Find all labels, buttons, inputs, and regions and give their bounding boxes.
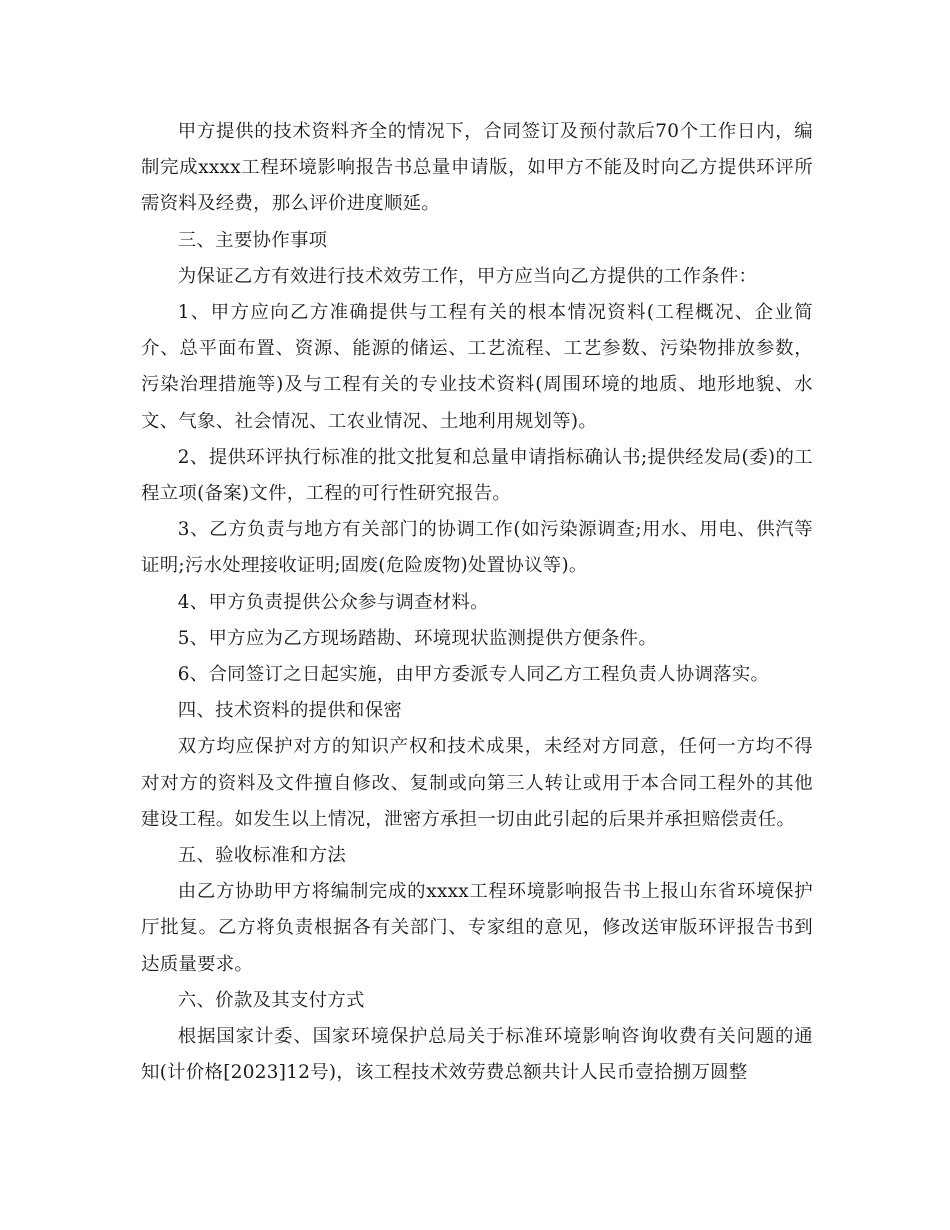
paragraph-schedule: 甲方提供的技术资料齐全的情况下，合同签订及预付款后70个工作日内，编制完成xxxx工程环境影响报告书总量申请版，如甲方不能及时向乙方提供环评所需资料及经费，那么评价进度顺延。 xyxy=(141,121,813,215)
paragraph-confidentiality: 双方均应保护对方的知识产权和技术成果，未经对方同意，任何一方均不得对对方的资料及文件擅自修改、复制或向第三人转让或用于本合同工程外的其他建设工程。如发生以上情况，泄密方承担一切由此引起的后果并承担赔偿责任。 xyxy=(141,736,813,830)
heading-acceptance: 五、验收标准和方法 xyxy=(177,845,347,867)
document-body xyxy=(141,114,813,1091)
list-item-4-public-survey: 4、甲方负责提供公众参与调查材料。 xyxy=(177,591,489,613)
list-item-3-coordination: 3、乙方负责与地方有关部门的协调工作(如污染源调查;用水、用电、供汽等证明;污水处理接收证明;固废(危险废物)处置协议等)。 xyxy=(141,519,813,577)
list-item-2-approvals: 2、提供环评执行标准的批文批复和总量申请指标确认书;提供经发局(委)的工程立项(备案)文件，工程的可行性研究报告。 xyxy=(141,446,813,505)
heading-confidentiality: 四、技术资料的提供和保密 xyxy=(177,700,403,722)
heading-payment: 六、价款及其支付方式 xyxy=(177,989,365,1011)
paragraph-payment: 根据国家计委、国家环境保护总局关于标准环境影响咨询收费有关问题的通知(计价格[2023]12号)，该工程技术效劳费总额共计人民币壹拾捌万圆整 xyxy=(141,1026,813,1084)
paragraph-acceptance: 由乙方协助甲方将编制完成的xxxx工程环境影响报告书上报山东省环境保护厅批复。乙方将负责根据各有关部门、专家组的意见，修改送审版环评报告书到达质量要求。 xyxy=(141,881,813,975)
list-item-6-implementation: 6、合同签订之日起实施，由甲方委派专人同乙方工程负责人协调落实。 xyxy=(177,664,770,686)
list-item-5-site-conditions: 5、甲方应为乙方现场踏勘、环境现状监测提供方便条件。 xyxy=(177,627,658,649)
paragraph-work-conditions-intro: 为保证乙方有效进行技术效劳工作，甲方应当向乙方提供的工作条件： xyxy=(177,265,758,287)
heading-cooperation-matters: 三、主要协作事项 xyxy=(177,229,328,251)
list-item-1-basic-info: 1、甲方应向乙方准确提供与工程有关的根本情况资料(工程概况、企业简介、总平面布置、资源、能源的储运、工艺流程、工艺参数、污染物排放参数，污染治理措施等)及与工程有关的专业技术资料(周围环境的地质、地形地貌、水文、气象、社会情况、工农业情况、土地利用规划等)。 xyxy=(141,302,813,432)
